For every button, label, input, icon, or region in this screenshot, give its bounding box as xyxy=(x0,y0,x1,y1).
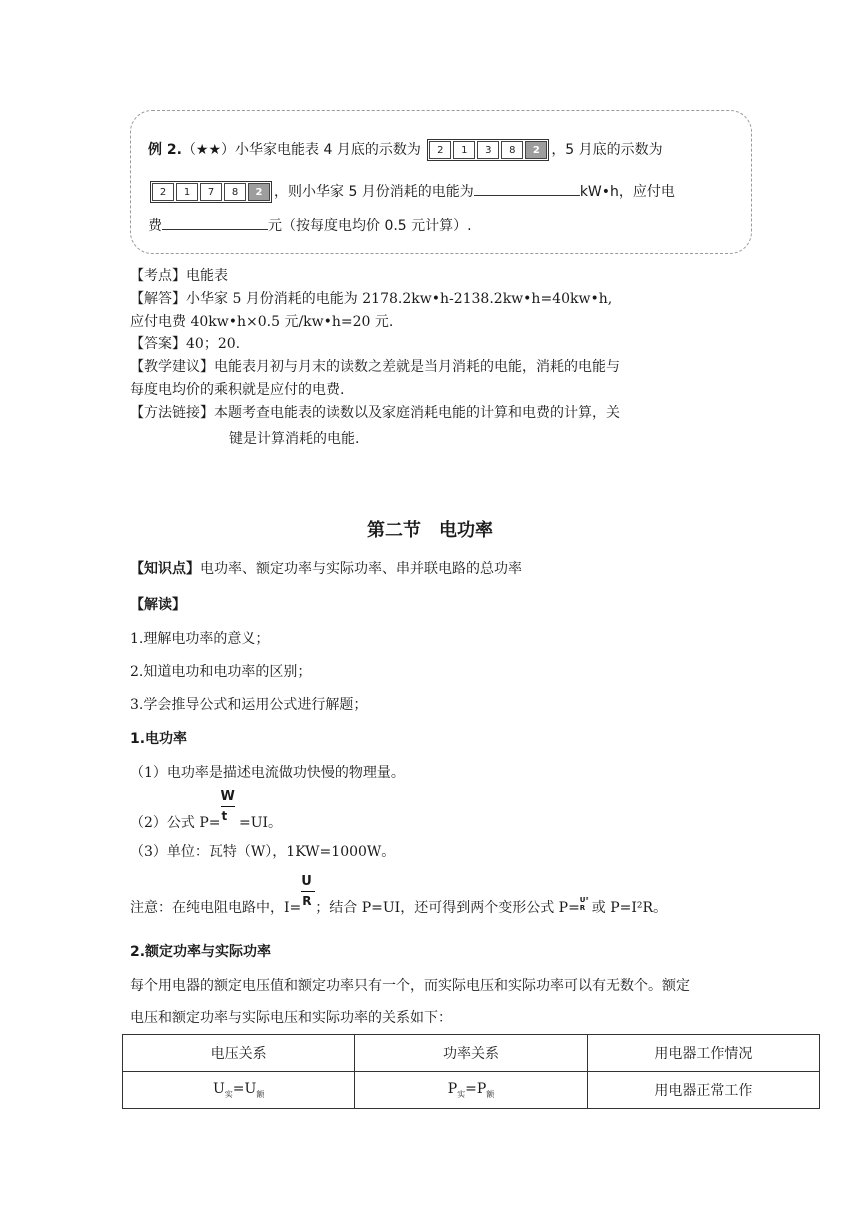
small-fraction xyxy=(580,898,592,912)
subscript-rated: 额 xyxy=(486,1089,495,1099)
example-unit: kW•h，应付电 xyxy=(579,184,675,200)
point-3: 3.学会推导公式和运用公式进行解题； xyxy=(130,697,368,713)
daan-text: 40；20. xyxy=(186,336,241,352)
note-suffix: 或 P=I²R。 xyxy=(591,900,668,916)
subscript-actual: 实 xyxy=(224,1089,233,1099)
meter-digit: 7 xyxy=(200,183,222,201)
section-title: 第二节 电功率 xyxy=(367,520,493,541)
jieda-line-2: 应付电费 40kw•h×0.5 元/kw•h=20 元. xyxy=(130,314,394,330)
formula-prefix: （2）公式 P= xyxy=(130,815,221,831)
para-line-1: 每个用电器的额定电压值和额定功率只有一个，而实际电压和实际功率可以有无数个。额定 xyxy=(130,978,690,994)
kaodian-line xyxy=(130,265,228,285)
fangfa-text-1: 本题考查电能表的读数以及家庭消耗电能的计算和电费的计算，关 xyxy=(214,405,620,421)
meter-digit: 1 xyxy=(176,183,198,201)
meter-digit: 2 xyxy=(152,183,174,201)
table-cell-status: 用电器正常工作 xyxy=(587,1072,819,1109)
fraction-denominator: R xyxy=(302,894,312,908)
note-line xyxy=(130,874,668,917)
jieda-line-1 xyxy=(130,288,612,308)
meter-may xyxy=(150,181,272,203)
note-prefix: 注意：在纯电阻电路中，I= xyxy=(130,900,302,916)
meter-decimal-digit: 2 xyxy=(525,141,547,159)
zhishi-label: 【知识点】 xyxy=(130,561,200,577)
fraction-denominator: R xyxy=(579,904,586,912)
fraction-denominator: t xyxy=(221,809,228,823)
subscript-actual: 实 xyxy=(457,1089,466,1099)
example-text-1: 小华家电能表 4 月底的示数为 xyxy=(235,142,421,158)
answer-blank-energy[interactable] xyxy=(474,181,580,196)
kaodian-text: 电能表 xyxy=(186,268,228,284)
point-1: 1.理解电功率的意义； xyxy=(130,631,270,647)
jieda-text-1: 小华家 5 月份消耗的电能为 2178.2kw•h-2138.2kw•h=40kw•h, xyxy=(186,291,613,307)
example-text-3: ，则小华家 5 月份消耗的电能为 xyxy=(274,184,474,200)
symbol-eq-u: =U xyxy=(232,1080,257,1097)
fraction-numerator: W xyxy=(220,789,235,804)
zhishi-text: 电功率、额定功率与实际功率、串并联电路的总功率 xyxy=(200,561,522,577)
jianyi-text-1: 电能表月初与月末的读数之差就是当月消耗的电能，消耗的电能与 xyxy=(214,359,620,375)
power-formula xyxy=(130,789,283,832)
zhishi-line xyxy=(130,558,522,578)
power-unit: （3）单位：瓦特（W），1KW=1000W。 xyxy=(130,844,396,860)
meter-decimal-digit: 2 xyxy=(248,183,270,201)
table-header-cell: 电压关系 xyxy=(123,1035,355,1072)
formula-fraction xyxy=(220,789,235,827)
meter-digit: 1 xyxy=(453,141,475,159)
jianyi-line-2: 每度电均价的乘积就是应付的电费. xyxy=(130,382,345,398)
meter-digit: 3 xyxy=(477,141,499,159)
jiedu-label: 【解读】 xyxy=(130,597,186,613)
example-line-1 xyxy=(148,139,663,161)
symbol-u: U xyxy=(212,1080,225,1097)
fraction-numerator: U xyxy=(301,874,312,889)
fangfa-label: 【方法链接】 xyxy=(130,405,214,421)
fangfa-line-2: 键是计算消耗的电能. xyxy=(229,431,360,447)
example-line-3 xyxy=(148,215,472,235)
example-text-2: ，5 月底的示数为 xyxy=(551,142,663,158)
para-line-2: 电压和额定功率与实际电压和实际功率的关系如下： xyxy=(130,1010,452,1026)
example-text-4: 费 xyxy=(148,218,162,234)
meter-digit: 2 xyxy=(429,141,451,159)
example-stars: （★★） xyxy=(181,142,236,158)
fangfa-line-1 xyxy=(130,402,620,422)
relation-table xyxy=(122,1034,820,1109)
note-middle: ；结合 P=UI，还可得到两个变形公式 P= xyxy=(315,900,580,916)
meter-digit: 8 xyxy=(501,141,523,159)
table-cell-voltage xyxy=(123,1072,355,1109)
daan-line xyxy=(130,333,240,353)
heading-rated-power: 2.额定功率与实际功率 xyxy=(130,944,272,960)
jieda-label: 【解答】 xyxy=(130,291,186,307)
jianyi-line-1 xyxy=(130,356,620,376)
example-prefix: 例 2. xyxy=(148,142,182,158)
table-cell-power xyxy=(355,1072,587,1109)
table-row xyxy=(123,1072,820,1109)
symbol-p: P xyxy=(447,1080,458,1097)
ohm-fraction xyxy=(301,874,315,912)
example-line-2 xyxy=(148,181,675,203)
power-def: （1）电功率是描述电流做功快慢的物理量。 xyxy=(130,765,405,781)
fraction-bar xyxy=(301,891,315,892)
table-header-row xyxy=(123,1035,820,1072)
example-text-5: 元（按每度电均价 0.5 元计算）. xyxy=(268,218,472,234)
fraction-numerator: U² xyxy=(579,896,589,904)
table-header-cell: 功率关系 xyxy=(355,1035,587,1072)
symbol-eq-p: =P xyxy=(465,1080,487,1097)
kaodian-label: 【考点】 xyxy=(130,268,186,284)
daan-label: 【答案】 xyxy=(130,336,186,352)
fraction-bar xyxy=(221,806,235,807)
meter-digit: 8 xyxy=(224,183,246,201)
heading-power: 1.电功率 xyxy=(130,731,188,747)
point-2: 2.知道电功和电功率的区别； xyxy=(130,664,312,680)
formula-suffix: =UI。 xyxy=(234,815,283,831)
subscript-rated: 额 xyxy=(256,1089,265,1099)
jianyi-label: 【教学建议】 xyxy=(130,359,214,375)
answer-blank-fee[interactable] xyxy=(162,215,268,230)
meter-april xyxy=(427,139,549,161)
table-header-cell: 用电器工作情况 xyxy=(587,1035,819,1072)
